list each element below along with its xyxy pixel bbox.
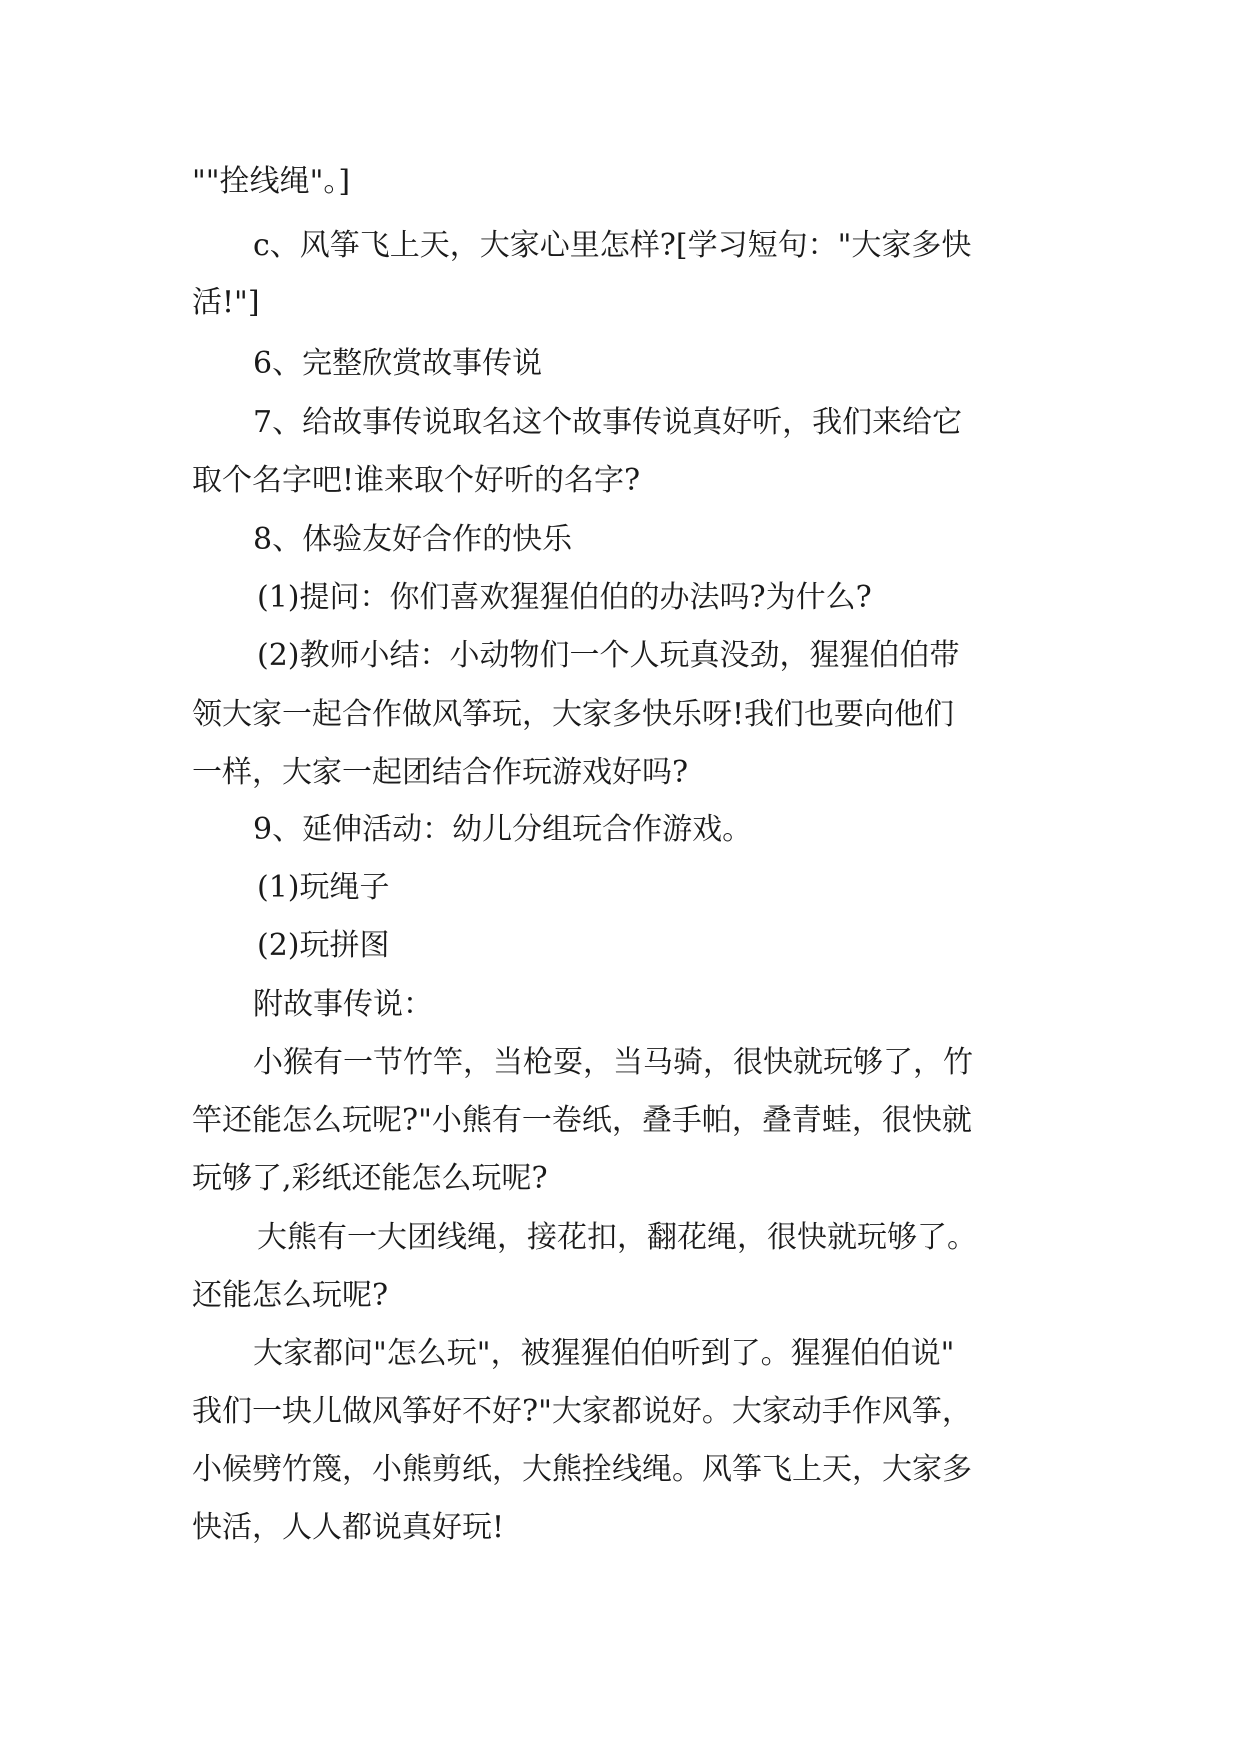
text-line: (1)玩绳子: [257, 870, 390, 905]
text-line: 小候劈竹篾，小熊剪纸，大熊拴线绳。风筝飞上天，大家多: [192, 1452, 972, 1487]
text-line: 大熊有一大团线绳，接花扣，翻花绳，很快就玩够了。: [257, 1220, 977, 1255]
text-line: 我们一块儿做风筝好不好?"大家都说好。大家动手作风筝，: [192, 1394, 972, 1429]
text-line: (2)玩拼图: [257, 928, 390, 963]
text-line: (2)教师小结：小动物们一个人玩真没劲，猩猩伯伯带: [257, 638, 960, 673]
text-line: 大家都问"怎么玩"，被猩猩伯伯听到了。猩猩伯伯说": [253, 1336, 955, 1371]
text-line: 8、体验友好合作的快乐: [253, 522, 573, 557]
text-line: 竿还能怎么玩呢?"小熊有一卷纸，叠手帕，叠青蛙，很快就: [192, 1103, 972, 1138]
text-line: 快活，人人都说真好玩!: [192, 1510, 505, 1545]
text-line: c、风筝飞上天，大家心里怎样?[学习短句："大家多快: [253, 228, 972, 263]
text-line: 6、完整欣赏故事传说: [253, 346, 543, 381]
text-line: 活!"]: [192, 285, 260, 320]
text-line: 7、给故事传说取名这个故事传说真好听，我们来给它: [253, 405, 963, 440]
text-line: 小猴有一节竹竿，当枪耍，当马骑，很快就玩够了，竹: [253, 1045, 973, 1080]
text-line: 一样，大家一起团结合作玩游戏好吗?: [192, 755, 689, 790]
text-line: 还能怎么玩呢?: [192, 1278, 389, 1313]
text-line: ""拴线绳"。]: [192, 164, 351, 199]
text-line: 领大家一起合作做风筝玩，大家多快乐呀!我们也要向他们: [192, 697, 955, 732]
text-line: 取个名字吧!谁来取个好听的名字?: [192, 463, 641, 498]
text-line: 附故事传说：: [253, 987, 433, 1022]
text-line: 9、延伸活动：幼儿分组玩合作游戏。: [253, 812, 753, 847]
text-line: 玩够了,彩纸还能怎么玩呢?: [192, 1161, 548, 1196]
text-line: (1)提问：你们喜欢猩猩伯伯的办法吗?为什么?: [257, 580, 872, 615]
